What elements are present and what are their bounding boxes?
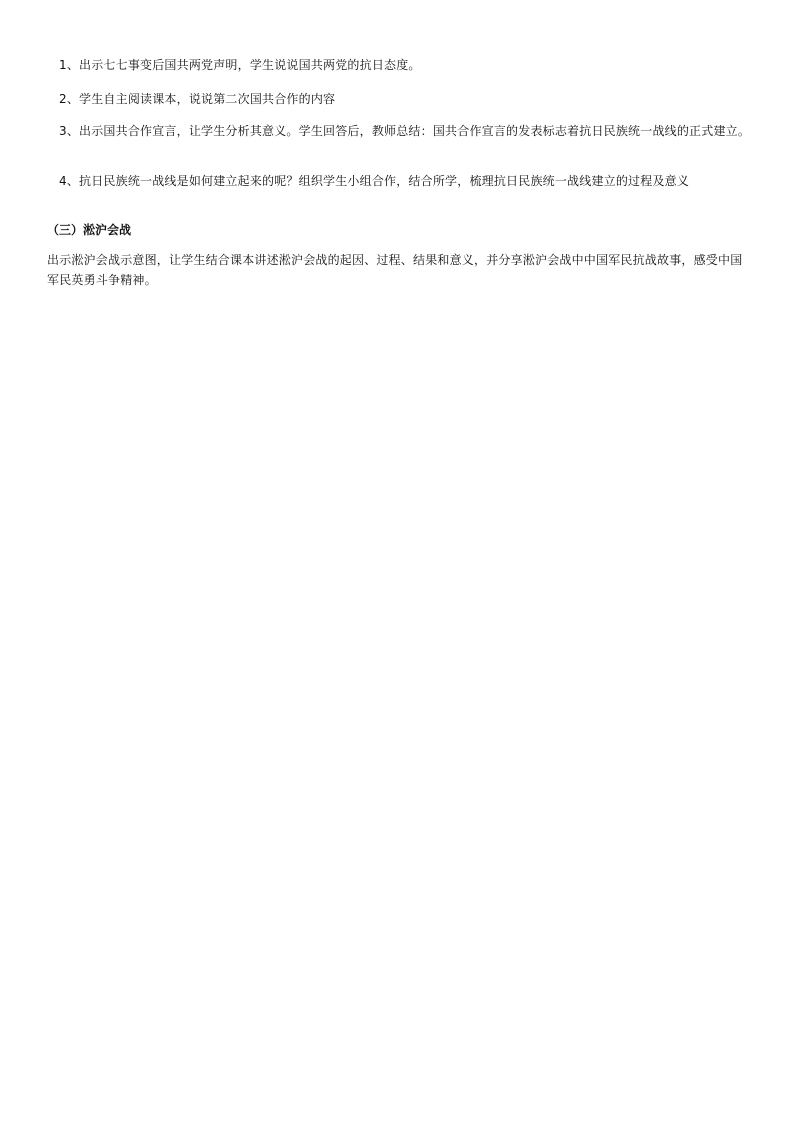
- list-item: 4、抗日民族统一战线是如何建立起来的呢？组织学生小组合作，结合所学，梳理抗日民族统一战线建立的过程及意义: [59, 174, 690, 188]
- list-item: 3、出示国共合作宣言，让学生分析其意义。学生回答后，教师总结：国共合作宣言的发表标志着抗日民族统一战线的正式建立。: [59, 124, 751, 138]
- list-item: 2、学生自主阅读课本，说说第二次国共合作的内容: [59, 92, 336, 106]
- section-heading: （三）淞沪会战: [47, 223, 132, 237]
- section-body: 出示淞沪会战示意图，让学生结合课本讲述淞沪会战的起因、过程、结果和意义，并分享淞沪会战中中国军民抗战故事，感受中国军民英勇斗争精神。: [47, 253, 743, 287]
- list-item: 1、出示七七事变后国共两党声明，学生说说国共两党的抗日态度。: [59, 58, 421, 72]
